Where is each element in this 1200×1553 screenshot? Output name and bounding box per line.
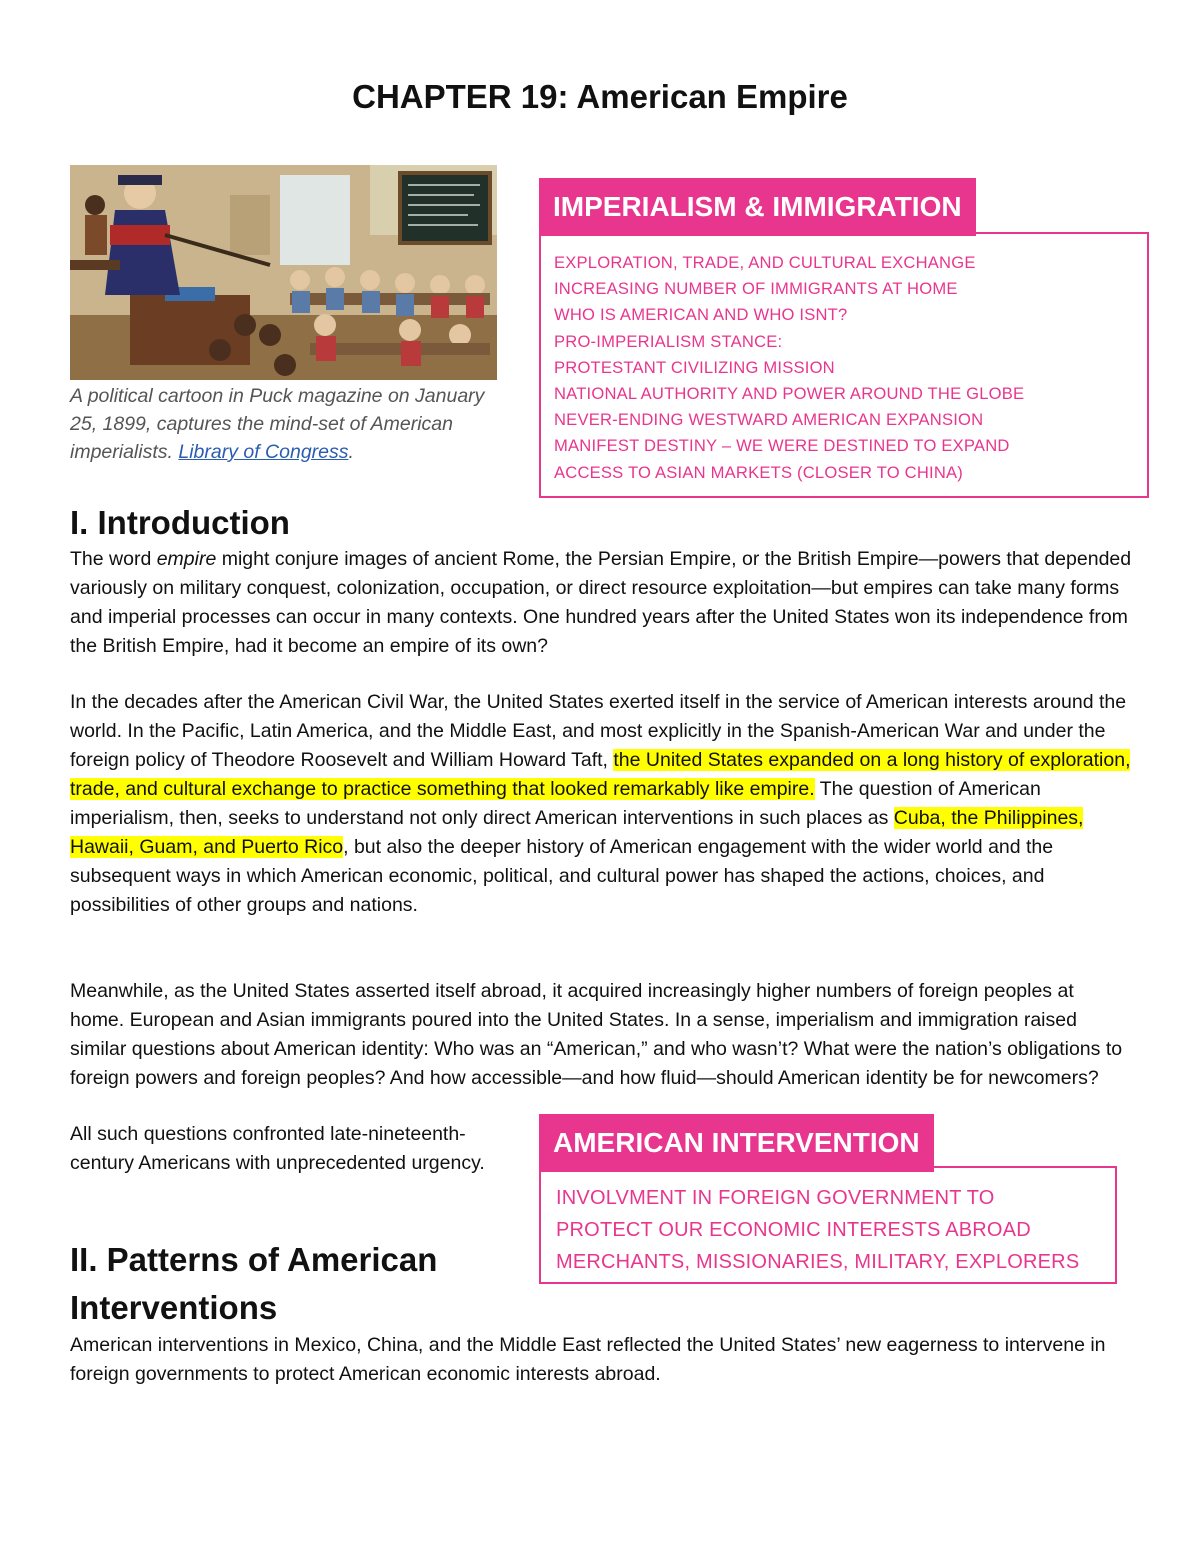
- library-of-congress-link[interactable]: Library of Congress: [178, 441, 349, 463]
- intro-paragraph-2: [70, 688, 1132, 920]
- list-item: NATIONAL AUTHORITY AND POWER AROUND THE GLOBE: [554, 384, 1025, 404]
- list-item: INCREASING NUMBER OF IMMIGRANTS AT HOME: [554, 279, 958, 299]
- introduction-heading: I. Introduction: [70, 504, 290, 541]
- list-item: MERCHANTS, MISSIONARIES, MILITARY, EXPLORERS: [556, 1251, 1080, 1273]
- highlighted-places: Cuba, the Philippines, Hawaii, Guam, and Puerto Rico: [70, 807, 1084, 858]
- list-item: PRO-IMPERIALISM STANCE:: [554, 331, 783, 351]
- page-title: CHAPTER 19: American Empire: [352, 78, 848, 115]
- list-item: INVOLVMENT IN FOREIGN GOVERNMENT TO: [556, 1187, 995, 1209]
- american-intervention-notes: [539, 1166, 1117, 1284]
- highlighted-text: the United States expanded on a long history of exploration, trade, and cultural exchange to practice something that looked remarkably like empire.: [70, 749, 1131, 800]
- patterns-heading: II. Patterns of American Interventions: [70, 1241, 438, 1326]
- caption-text: A political cartoon in Puck magazine on January 25, 1899, captures the mind-set of American imperialists.: [70, 385, 485, 463]
- political-cartoon-image: [70, 165, 497, 380]
- text-run: The question of American imperialism, then, seeks to understand not only direct American interventions in such places as: [70, 778, 1041, 829]
- list-item: ACCESS TO ASIAN MARKETS (CLOSER TO CHINA): [554, 462, 964, 482]
- text-run: The word: [70, 548, 157, 570]
- text-run: In the decades after the American Civil War, the United States exerted itself in the service of American interests around the world. In the Pacific, Latin America, and the Middle East, and most explicitly in the Spanish-American War and under the foreign policy of Theodore Roosevelt and William Howard Taft,: [70, 691, 1127, 771]
- figure-caption: [70, 382, 510, 466]
- list-item: EXPLORATION, TRADE, AND CULTURAL EXCHANGE: [554, 253, 976, 272]
- patterns-paragraph: American interventions in Mexico, China, and the Middle East reflected the United States’ new eagerness to intervene in foreign governments to protect American economic interests abroad.: [70, 1334, 1106, 1385]
- text-run: might conjure images of ancient Rome, the Persian Empire, or the British Empire—powers that depended variously on military conquest, colonization, occupation, or direct resource exploitation—but empires can take many forms and imperial processes can occur in many contexts. One hundred years after the United States won its independence from the British Empire, had it become an empire of its own?: [70, 548, 1132, 657]
- list-item: PROTECT OUR ECONOMIC INTERESTS ABROAD: [556, 1219, 1031, 1241]
- intro-paragraph-1: [70, 545, 1132, 661]
- intro-paragraph-3: Meanwhile, as the United States asserted itself abroad, it acquired increasingly higher numbers of foreign peoples at home. European and Asian immigrants poured into the United States. In a sense, imperialism and immigration raised similar questions about American identity: Who was an “American,” and who wasn’t? What were the nation’s obligations to foreign powers and foreign peoples? And how accessible—and how fluid—should American identity be for newcomers?: [70, 980, 1123, 1089]
- emphasis-empire: empire: [156, 548, 217, 570]
- imperialism-immigration-heading: IMPERIALISM & IMMIGRATION: [539, 178, 976, 236]
- list-item: NEVER-ENDING WESTWARD AMERICAN EXPANSION: [554, 410, 984, 430]
- political-cartoon-illustration: [70, 165, 497, 380]
- american-intervention-heading: AMERICAN INTERVENTION: [539, 1114, 934, 1172]
- list-item: PROTESTANT CIVILIZING MISSION: [554, 357, 835, 377]
- intro-paragraph-3-continued: All such questions confronted late-nineteenth-century Americans with unprecedented urgency.: [70, 1123, 485, 1174]
- imperialism-immigration-notes: [539, 232, 1149, 498]
- text-run: , but also the deeper history of American engagement with the wider world and the subsequent ways in which American economic, political, and cultural power has shaped the actions, choices, and possibilities of other groups and nations.: [70, 836, 1054, 916]
- list-item: MANIFEST DESTINY – WE WERE DESTINED TO EXPAND: [554, 436, 1010, 456]
- caption-end: .: [348, 441, 354, 463]
- list-item: WHO IS AMERICAN AND WHO ISNT?: [554, 305, 848, 325]
